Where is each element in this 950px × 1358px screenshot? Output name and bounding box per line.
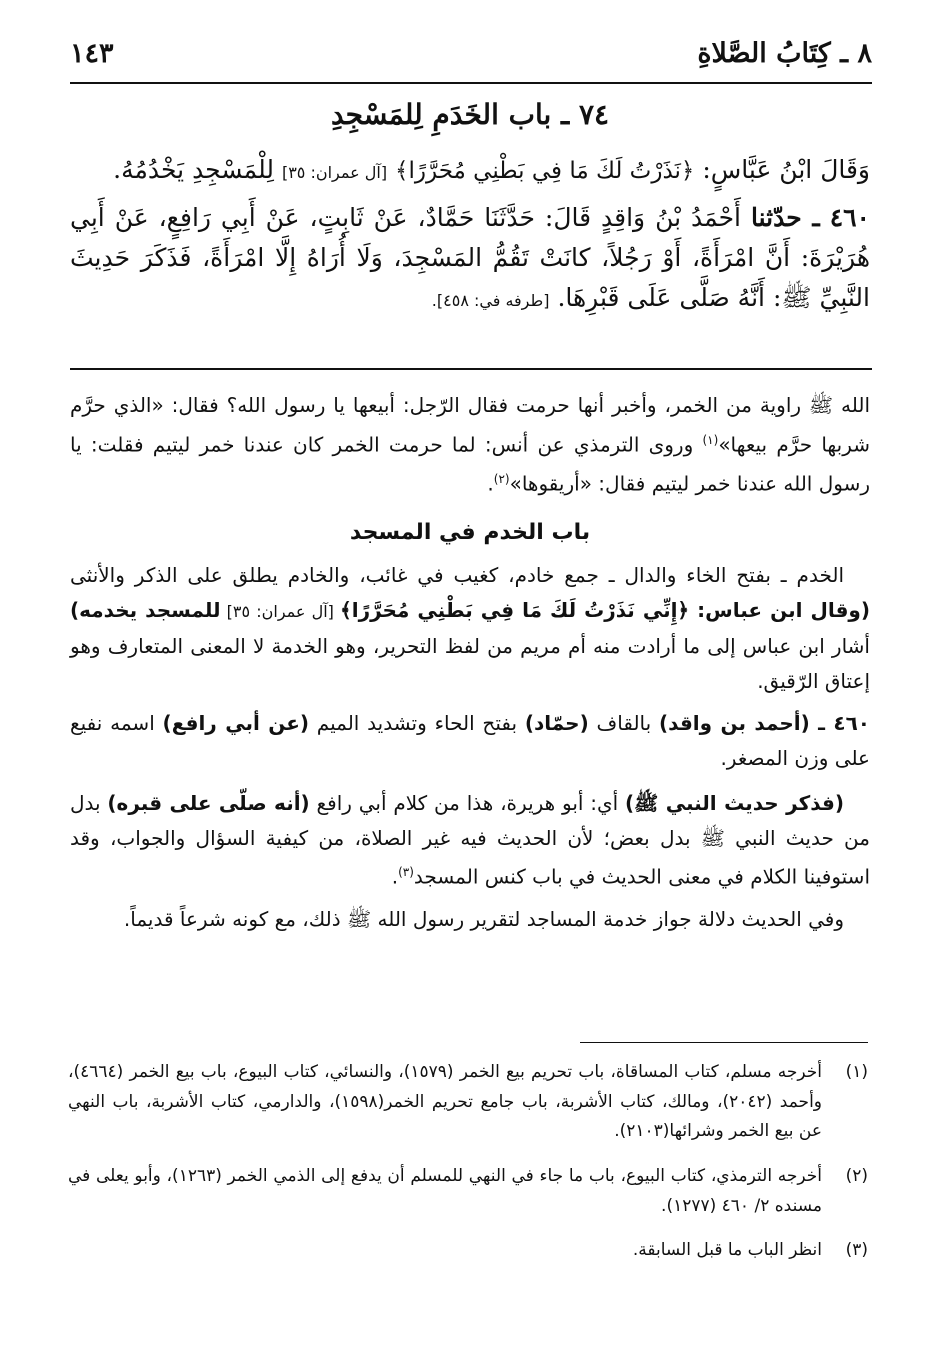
chapter-title: ٧٤ ـ باب الخَدَمِ لِلمَسْجِدِ: [330, 98, 610, 131]
para3-text-1: بالقاف: [588, 711, 660, 735]
intro-text: وَقَالَ ابْنُ عَبَّاسٍ:: [702, 155, 870, 184]
intro-quran: ﴿نَذَرْتُ لَكَ مَا فِي بَطْنِي مُحَرَّرًا﴾: [395, 158, 695, 184]
footnote-1: [68, 1058, 868, 1151]
footnote-text: انظر الباب ما قبل السابقة.: [632, 1240, 822, 1260]
intro-ref: [آل عمران: ٣٥]: [281, 163, 388, 182]
para3-text-3: اسمه نفيع على وزن المصغر.: [70, 711, 870, 770]
para2-ref: [آل عمران: ٣٥]: [220, 601, 341, 621]
hadith-ref: [طرفه في: ٤٥٨].: [431, 291, 550, 310]
para2-text: الخدم ـ بفتح الخاء والدال ـ جمع خادم، كغيب في غائب، والخادم يطلق على الذكر والأنثى: [70, 563, 844, 587]
para2-bold-2: للمسجد يخدمه): [70, 597, 221, 622]
para2-cont: أشار ابن عباس إلى ما أرادت منه أم مريم من لفظ التحرير، وهو الخدمة لا المعنى المتعارف وهو إعتاق الرّقيق.: [70, 634, 870, 693]
footnote-number: (٢): [845, 1166, 868, 1186]
footnote-ref-2: (٢): [493, 471, 510, 486]
para3-bold-2: (حمّاد): [524, 711, 589, 735]
footnote-ref-1: (١): [702, 432, 719, 447]
para1-cont: وروى الترمذي عن أنس: لما حرمت الخمر كان عندنا خمر ليتيم فقلت: يا رسول الله عندنا خمر ليتيم فقال: «أريقوها»: [70, 432, 870, 496]
hadith-number: ٤٦٠: [829, 203, 870, 232]
commentary-paragraph-2: [70, 558, 870, 698]
footnote-3: [68, 1236, 868, 1270]
para5-text: وفي الحديث دلالة جواز خدمة المساجد لتقرير رسول الله ﷺ ذلك، مع كونه شرعاً قديماً.: [123, 907, 844, 931]
footnote-number: (٣): [845, 1240, 868, 1260]
para1-end: .: [487, 471, 494, 496]
footnote-text: أخرجه الترمذي، كتاب البيوع، باب ما جاء في النهي للمسلم أن يدفع إلى الذمي الخمر (١٢٦٣)، وأبو يعلى في مسنده ٢/ ٤٦٠ (١٢٧٧).: [68, 1166, 822, 1216]
para3-number: ٤٦٠ ـ: [809, 711, 871, 735]
page-number: ١٤٣: [70, 38, 114, 69]
para4-end: .: [391, 864, 399, 889]
footnote-2: [68, 1162, 868, 1225]
commentary-section-title: باب الخدم في المسجد: [349, 520, 591, 545]
page-header: [70, 38, 872, 74]
para4-text-2: بدل من حديث النبي ﷺ بدل بعض؛ لأن الحديث فيه غير الصلاة، من كيفية السؤال والجواب، وقد استوفينا الكلام في معنى الحديث في باب كنس المسجد: [70, 791, 870, 889]
para2-quran: ﴿إِنِّي نَذَرْتُ لَكَ مَا فِي بَطْنِي مُحَرَّرًا﴾: [340, 597, 690, 622]
para1-text: الله ﷺ راوية من الخمر، وأخبر أنها حرمت فقال الرّجل: أبيعها يا رسول الله؟ فقال: «الذي حرَّم شربها حرَّم بيعها»: [70, 393, 871, 457]
commentary-paragraph-1: [70, 388, 870, 501]
para3-bold-3: (عن أبي رافع): [162, 711, 310, 735]
hadith-body: أَحْمَدُ بْنُ وَاقِدٍ قَالَ: حَدَّثَنَا حَمَّادٌ، عَنْ ثَابِتٍ، عَنْ أَبِي رَافِعٍ، عَنْ أَبِي هُرَيْرَةَ: أَنَّ امْرَأَةً، أَوْ رَجُلاً، كانَتْ تَقُمُّ المَسْجِدَ، وَلَا أُرَاهُ إِلَّا امْرَأَةً، فَذَكَرَ حَدِيثَ النَّبِيِّ ﷺ: أَنَّهُ صَلَّى عَلَى قَبْرِهَا.: [70, 203, 870, 312]
footnote-rule: [580, 1042, 868, 1043]
commentary-paragraph-4: [70, 786, 870, 894]
para3-text-2: بفتح الحاء وتشديد الميم: [309, 711, 525, 735]
running-title: ٨ ـ كِتَابُ الصَّلاةِ: [697, 38, 872, 69]
para2-bold-1: (وقال ابن عباس:: [689, 597, 871, 622]
footnote-number: (١): [845, 1062, 868, 1082]
commentary-paragraph-3: [70, 706, 870, 775]
footnote-text: أخرجه مسلم، كتاب المساقاة، باب تحريم بيع الخمر (١٥٧٩)، والنسائي، كتاب البيوع، باب بيع الخمر (٤٦٦٤)، وأحمد (٢٠٤٢)، ومالك، كتاب الأشربة، باب جامع تحريم الخمر(١٥٩٨)، والدارمي، كتاب الأشربة، باب النهي عن بيع الخمر وشرائها(٢١٠٣).: [68, 1062, 822, 1141]
hadith-lead: ـ حدّثنا: [750, 203, 820, 232]
para4-bold-1: (فذكر حديث النبي ﷺ): [625, 791, 844, 815]
hadith-text: [70, 198, 870, 321]
chapter-intro: [70, 150, 870, 193]
section-divider: [70, 368, 872, 370]
commentary-paragraph-5: [70, 902, 870, 937]
para3-bold-1: (أحمد بن واقد): [659, 711, 810, 735]
para4-text-1: أي: أبو هريرة، هذا من كلام أبي رافع: [309, 791, 626, 815]
footnote-ref-3: (٣): [398, 865, 414, 879]
para4-bold-2: (أنه صلّى على قبره): [107, 791, 310, 815]
intro-tail: لِلْمَسْجِدِ يَخْدُمُهُ.: [113, 155, 274, 184]
header-rule: [70, 82, 872, 84]
